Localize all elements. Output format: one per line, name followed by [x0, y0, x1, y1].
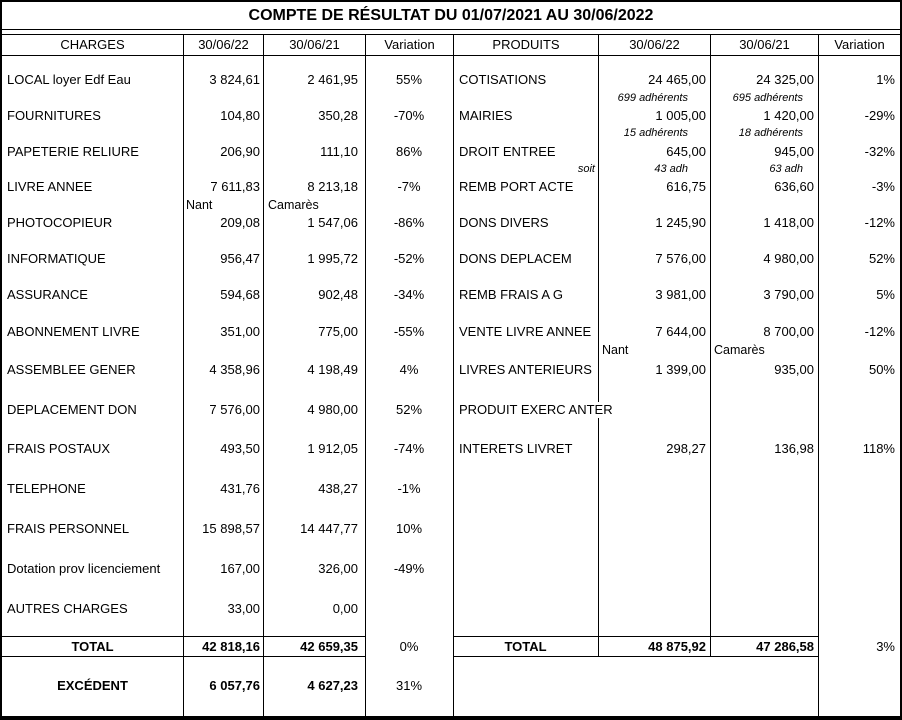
variation-value: 10% — [395, 521, 423, 536]
charges-label: INFORMATIQUE — [7, 251, 106, 266]
excedent-amount-2021: 4 627,23 — [307, 678, 358, 693]
produits-row — [2, 108, 900, 124]
amount-2022: 645,00 — [666, 144, 706, 159]
column-divider — [818, 35, 819, 55]
variation-value: 52% — [868, 251, 895, 266]
note-2021: 18 adhérents — [738, 127, 803, 139]
produits-label: LIVRES ANTERIEURS — [459, 362, 592, 377]
amount-2021: 945,00 — [774, 144, 814, 159]
charges-label: TELEPHONE — [7, 481, 86, 496]
charges-label: DEPLACEMENT DON — [7, 402, 137, 417]
total-box-border — [2, 656, 366, 657]
variation-value: 118% — [862, 441, 895, 456]
amount-2021: 8 213,18 — [307, 179, 358, 194]
amount-2022: 298,27 — [666, 441, 706, 456]
produits-label: VENTE LIVRE ANNEE — [459, 324, 592, 339]
amount-2021: 4 980,00 — [763, 251, 814, 266]
column-header-charges: CHARGES — [60, 37, 125, 52]
amount-2022: 351,00 — [220, 324, 260, 339]
total-amount-2021: 42 659,35 — [300, 639, 358, 654]
amount-2022: 3 824,61 — [209, 72, 260, 87]
total-label: TOTAL — [71, 639, 114, 654]
produits-row — [2, 287, 900, 303]
amount-2021: 1 995,72 — [307, 251, 358, 266]
total-box-border — [453, 656, 819, 657]
amount-2022: 206,90 — [220, 144, 260, 159]
produits-row — [2, 144, 900, 160]
amount-2021: 902,48 — [318, 287, 358, 302]
column-header-2022-produits: 30/06/22 — [629, 37, 680, 52]
variation-value: -70% — [393, 108, 425, 123]
note-2022: 699 adhérents — [617, 92, 688, 104]
note-2021: Camarès — [268, 198, 319, 212]
charges-label: PAPETERIE RELIURE — [7, 144, 139, 159]
amount-2021: 935,00 — [774, 362, 814, 377]
column-header-variation-charges: Variation — [384, 37, 435, 52]
column-divider — [183, 35, 184, 55]
note-label: soit — [577, 163, 595, 175]
produits-note-row — [2, 343, 900, 358]
amount-2021: 1 420,00 — [763, 108, 814, 123]
produits-note-row — [2, 126, 900, 140]
variation-value: -34% — [393, 287, 425, 302]
produits-label: DROIT ENTREE — [459, 144, 556, 159]
column-header-2021-produits: 30/06/21 — [739, 37, 790, 52]
amount-2021: 3 790,00 — [763, 287, 814, 302]
amount-2021: 1 547,06 — [307, 215, 358, 230]
produits-label: DONS DIVERS — [459, 215, 549, 230]
amount-2022: 594,68 — [220, 287, 260, 302]
amount-2022: 33,00 — [227, 601, 260, 616]
amount-2021: 326,00 — [318, 561, 358, 576]
amount-2021: 8 700,00 — [763, 324, 814, 339]
variation-value: -74% — [393, 441, 425, 456]
amount-2021: 438,27 — [318, 481, 358, 496]
note-2022: Nant — [602, 343, 629, 357]
column-header-2022-charges: 30/06/22 — [198, 37, 249, 52]
amount-2022: 7 611,83 — [210, 179, 260, 194]
total-variation: 3% — [876, 639, 895, 654]
note-2021: Camarès — [714, 343, 765, 357]
amount-2022: 167,00 — [220, 561, 260, 576]
column-divider — [453, 35, 454, 55]
total-label: TOTAL — [504, 639, 547, 654]
produits-row — [2, 72, 900, 88]
charges-row — [2, 521, 900, 537]
column-header-variation-produits: Variation — [834, 37, 885, 52]
variation-value: -55% — [393, 324, 425, 339]
amount-2022: 1 399,00 — [655, 362, 706, 377]
produits-note-row — [2, 162, 900, 176]
charges-label: Dotation prov licenciement — [7, 561, 161, 576]
charges-note-row — [2, 198, 900, 213]
produits-row — [2, 179, 900, 195]
variation-value: -52% — [393, 251, 425, 266]
variation-value: 52% — [395, 402, 423, 417]
amount-2021: 1 418,00 — [763, 215, 814, 230]
variation-value: 1% — [876, 72, 895, 87]
amount-2022: 431,76 — [220, 481, 260, 496]
charges-label: AUTRES CHARGES — [7, 601, 128, 616]
amount-2021: 2 461,95 — [307, 72, 358, 87]
note-2022: 43 adh — [654, 163, 688, 175]
variation-value: 55% — [395, 72, 423, 87]
column-divider — [263, 35, 264, 55]
charges-label: FRAIS POSTAUX — [7, 441, 111, 456]
produits-label: REMB PORT ACTE — [459, 179, 574, 194]
charges-label: LOCAL loyer Edf Eau — [7, 72, 131, 87]
charges-row — [2, 601, 900, 617]
charges-label: ASSEMBLEE GENER — [7, 362, 136, 377]
amount-2021: 636,60 — [774, 179, 814, 194]
amount-2021: 24 325,00 — [756, 72, 814, 87]
amount-2021: 1 912,05 — [307, 441, 358, 456]
produits-row — [2, 402, 900, 418]
total-variation: 0% — [399, 639, 419, 654]
charges-label: FRAIS PERSONNEL — [7, 521, 130, 536]
column-divider — [365, 35, 366, 55]
table-header-row — [2, 34, 900, 56]
amount-2022: 104,80 — [220, 108, 260, 123]
produits-label: REMB FRAIS A G — [459, 287, 564, 302]
charges-row — [2, 481, 900, 497]
excedent-label: EXCÉDENT — [57, 678, 128, 693]
charges-label: ASSURANCE — [7, 287, 88, 302]
variation-value: -29% — [864, 108, 895, 123]
amount-2021: 136,98 — [774, 441, 814, 456]
total-amount-2022: 42 818,16 — [202, 639, 260, 654]
amount-2021: 111,10 — [320, 144, 358, 159]
column-header-produits: PRODUITS — [492, 37, 560, 52]
charges-label: ABONNEMENT LIVRE — [7, 324, 140, 339]
amount-2021 — [712, 402, 814, 418]
produits-label: COTISATIONS — [459, 72, 547, 87]
produits-row — [2, 362, 900, 378]
amount-2022: 956,47 — [220, 251, 260, 266]
variation-value: 5% — [876, 287, 895, 302]
amount-2021: 4 980,00 — [307, 402, 358, 417]
variation-value — [366, 601, 452, 617]
amount-2022: 7 576,00 — [209, 402, 260, 417]
produits-row — [2, 441, 900, 457]
produits-row — [2, 251, 900, 267]
variation-value: 4% — [399, 362, 419, 377]
produits-label: MAIRIES — [459, 108, 513, 123]
produits-note-row — [2, 91, 900, 105]
excedent-amount-2022: 6 057,76 — [209, 678, 260, 693]
excedent-row — [2, 677, 900, 695]
variation-value: -12% — [864, 324, 895, 339]
amount-2022: 15 898,57 — [202, 521, 260, 536]
note-2021: 695 adhérents — [732, 92, 803, 104]
amount-2021: 14 447,77 — [300, 521, 358, 536]
variation-value: -86% — [393, 215, 425, 230]
amount-2022: 616,75 — [666, 179, 706, 194]
charges-label: PHOTOCOPIEUR — [7, 215, 113, 230]
variation-value: -32% — [864, 144, 895, 159]
variation-value: -49% — [393, 561, 425, 576]
variation-value — [820, 402, 895, 418]
excedent-variation: 31% — [395, 678, 423, 693]
produits-total-row — [2, 637, 900, 656]
variation-value: -3% — [871, 179, 895, 194]
amount-2022: 3 981,00 — [655, 287, 706, 302]
variation-value: 86% — [395, 144, 423, 159]
produits-row — [2, 215, 900, 231]
produits-label: PRODUIT EXERC ANTER — [459, 402, 619, 418]
variation-value: -7% — [397, 179, 421, 194]
variation-value: -1% — [397, 481, 421, 496]
produits-row — [2, 324, 900, 340]
note-2021: 63 adh — [769, 163, 803, 175]
charges-row — [2, 561, 900, 577]
amount-2022: 1 005,00 — [655, 108, 706, 123]
amount-2022: 493,50 — [220, 441, 260, 456]
total-amount-2022: 48 875,92 — [648, 639, 706, 654]
variation-value: -12% — [864, 215, 895, 230]
amount-2022: 209,08 — [220, 215, 260, 230]
amount-2022: 1 245,90 — [655, 215, 706, 230]
charges-label: LIVRE ANNEE — [7, 179, 93, 194]
amount-2022: 4 358,96 — [209, 362, 260, 377]
note-2022: 15 adhérents — [623, 127, 688, 139]
produits-label: INTERETS LIVRET — [459, 441, 573, 456]
amount-2021: 350,28 — [318, 108, 358, 123]
amount-2022: 7 644,00 — [655, 324, 706, 339]
charges-label: FOURNITURES — [7, 108, 101, 123]
column-divider — [710, 35, 711, 55]
total-amount-2021: 47 286,58 — [756, 639, 814, 654]
column-header-2021-charges: 30/06/21 — [289, 37, 340, 52]
note-2022: Nant — [186, 198, 213, 212]
amount-2021: 0,00 — [332, 601, 358, 616]
amount-2021: 4 198,49 — [307, 362, 358, 377]
column-divider — [598, 35, 599, 55]
amount-2022: 24 465,00 — [648, 72, 706, 87]
amount-2022: 7 576,00 — [655, 251, 706, 266]
produits-label: DONS DEPLACEM — [459, 251, 572, 266]
amount-2021: 775,00 — [318, 324, 358, 339]
variation-value: 50% — [868, 362, 895, 377]
page-title: COMPTE DE RÉSULTAT DU 01/07/2021 AU 30/06/2022 — [2, 2, 900, 30]
table-body — [2, 56, 900, 716]
